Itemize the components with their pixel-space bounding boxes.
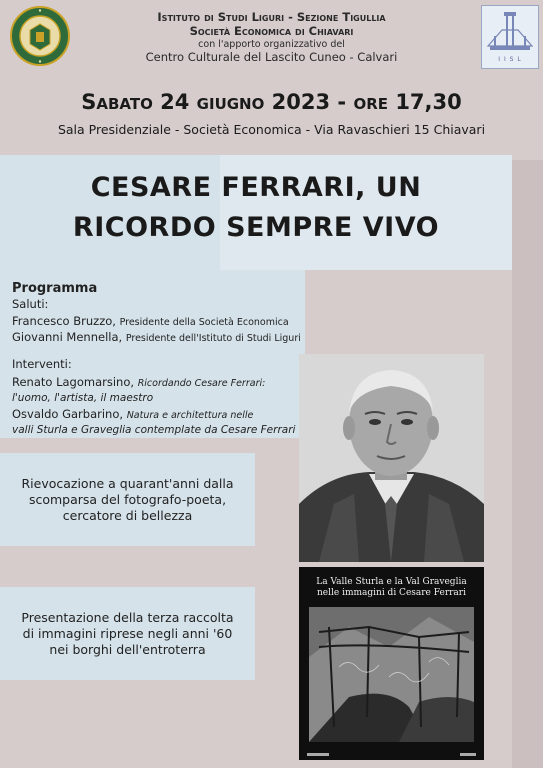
talk-title-continued: valli Sturla e Graveglia contemplate da Cesare Ferrari bbox=[12, 424, 296, 436]
isl-logo-text: I I S L bbox=[498, 56, 522, 63]
support-note: con l'apporto organizzativo del bbox=[198, 39, 345, 50]
institute-name: Istituto di Studi Liguri - Sezione Tigullia bbox=[157, 10, 386, 24]
talks-label: Interventi: bbox=[12, 357, 72, 371]
cultural-center-name: Centro Culturale del Lascito Cuneo - Calvari bbox=[145, 50, 398, 64]
main-title-line2: RICORDO SEMPRE VIVO bbox=[72, 212, 440, 243]
portrait-photo bbox=[299, 354, 484, 562]
greeter-role: Presidente della Società Economica bbox=[119, 317, 289, 328]
presentation-line: di immagini riprese negli anni '60 bbox=[22, 625, 233, 641]
talk-row-1 bbox=[12, 376, 265, 390]
presentation-box bbox=[0, 587, 255, 680]
speaker-name: Osvaldo Garbarino, bbox=[12, 407, 124, 421]
greetings-label: Saluti: bbox=[12, 297, 49, 311]
presentation-line: Presentazione della terza raccolta bbox=[21, 609, 234, 625]
presentation-line: nei borghi dell'entroterra bbox=[49, 641, 206, 657]
greeter-name: Giovanni Mennella, bbox=[12, 330, 123, 344]
greeter-row-1 bbox=[12, 315, 289, 329]
event-venue: Sala Presidenziale - Società Economica - Via Ravaschieri 15 Chiavari bbox=[57, 122, 486, 137]
greeter-role: Presidente dell'Istituto di Studi Liguri bbox=[125, 333, 301, 344]
book-title-line: La Valle Sturla e la Val Graveglia bbox=[316, 577, 467, 587]
talk-row-2 bbox=[12, 408, 253, 422]
commemoration-line: cercatore di bellezza bbox=[62, 507, 193, 523]
talk-title: Natura e architettura nelle bbox=[126, 410, 254, 421]
talk-title-continued: l'uomo, l'artista, il maestro bbox=[12, 392, 154, 404]
commemoration-box bbox=[0, 453, 255, 546]
speaker-name: Renato Lagomarsino, bbox=[12, 375, 135, 389]
greeter-name: Francesco Bruzzo, bbox=[12, 314, 116, 328]
publisher-mark bbox=[307, 753, 329, 756]
book-cover bbox=[299, 567, 484, 760]
publisher-logo bbox=[460, 753, 476, 756]
commemoration-line: Rievocazione a quarant'anni dalla bbox=[21, 475, 234, 491]
book-title bbox=[299, 577, 484, 599]
background-column bbox=[512, 160, 543, 768]
main-title-line1: CESARE FERRARI, UN bbox=[90, 172, 422, 203]
greeter-row-2 bbox=[12, 331, 301, 345]
society-name: Società Economica di Chiavari bbox=[189, 24, 354, 38]
commemoration-line: scomparsa del fotografo-poeta, bbox=[28, 491, 227, 507]
program-heading: Programma bbox=[12, 281, 98, 296]
talk-title: Ricordando Cesare Ferrari: bbox=[137, 378, 266, 389]
book-title-line: nelle immagini di Cesare Ferrari bbox=[317, 588, 466, 598]
book-cover-photo bbox=[309, 607, 474, 742]
event-datetime: Sabato 24 giugno 2023 - ore 17,30 bbox=[81, 90, 462, 114]
